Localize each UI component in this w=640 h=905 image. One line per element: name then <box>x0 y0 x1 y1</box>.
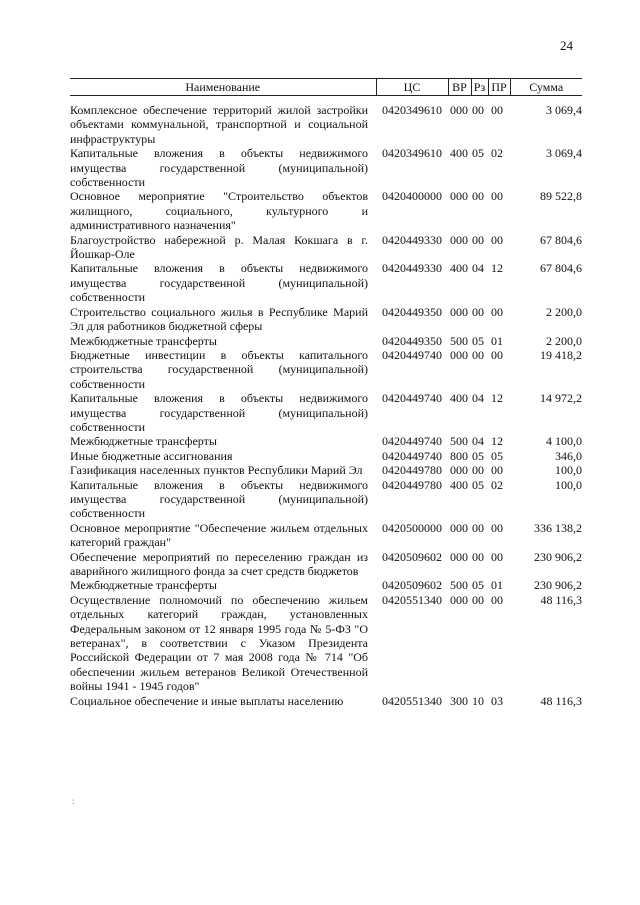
row-name: Осуществление полномочий по обеспечению жильем отдельных категорий граждан, установленных Федеральным законом от 12 января 1995 года № 5-ФЗ "О ветеранах", в соответствии с Указом Президента Российской Федерации от 7 мая 2008 года № 714 "Об обеспечении жильем ветеранов Великой Отечественной войны 1941 - 1945 годов" <box>70 592 368 694</box>
row-cs: 0420449330 <box>382 261 442 276</box>
row-pr: 12 <box>491 391 503 406</box>
row-vr: 000 <box>450 304 468 319</box>
header-pr: ПР <box>488 79 510 96</box>
row-name: Комплексное обеспечение территорий жилой застройки объектами коммунальной, транспортной и социальной инфраструктуры <box>70 103 368 146</box>
row-rz: 05 <box>472 578 484 593</box>
row-sum: 336 138,2 <box>534 520 582 535</box>
row-pr: 02 <box>491 477 503 492</box>
row-cs: 0420400000 <box>382 189 442 204</box>
table-row <box>70 233 582 262</box>
row-rz: 05 <box>472 448 484 463</box>
row-vr: 400 <box>450 391 468 406</box>
row-pr: 00 <box>491 103 503 117</box>
row-cs: 0420449780 <box>382 463 442 478</box>
row-cs: 0420509602 <box>382 578 442 593</box>
row-pr: 00 <box>491 189 503 204</box>
row-cs: 0420449330 <box>382 232 442 247</box>
row-name: Капитальные вложения в объекты недвижимого имущества государственной (муниципальной) собственности <box>70 391 368 434</box>
row-pr: 00 <box>491 463 503 478</box>
row-name: Основное мероприятие "Обеспечение жильем отдельных категорий граждан" <box>70 520 368 550</box>
row-cs: 0420449740 <box>382 347 442 362</box>
row-rz: 10 <box>472 693 484 708</box>
row-sum: 346,0 <box>555 448 582 463</box>
row-rz: 04 <box>472 391 484 406</box>
row-vr: 500 <box>450 434 468 449</box>
row-name: Основное мероприятие "Строительство объектов жилищного, социального, культурного и административного назначения" <box>70 189 368 233</box>
row-pr: 00 <box>491 232 503 247</box>
row-rz: 00 <box>472 520 484 535</box>
row-sum: 19 418,2 <box>540 347 582 362</box>
row-sum: 230 906,2 <box>534 578 582 593</box>
table-row <box>70 391 582 434</box>
row-pr: 02 <box>491 146 503 161</box>
row-sum: 100,0 <box>555 477 582 492</box>
row-rz: 05 <box>472 333 484 348</box>
row-name: Межбюджетные трансферты <box>70 434 217 449</box>
row-rz: 05 <box>472 477 484 492</box>
row-vr: 000 <box>450 189 468 204</box>
budget-table <box>70 78 582 708</box>
row-sum: 67 804,6 <box>540 232 582 247</box>
row-rz: 00 <box>472 103 484 117</box>
row-name: Межбюджетные трансферты <box>70 333 217 348</box>
row-cs: 0420349610 <box>382 146 442 161</box>
row-vr: 400 <box>450 477 468 492</box>
row-vr: 000 <box>450 347 468 362</box>
row-name: Бюджетные инвестиции в объекты капитального строительства государственной (муниципальной) собственности <box>70 347 368 391</box>
table-row <box>70 463 582 477</box>
row-name: Капитальные вложения в объекты недвижимого имущества государственной (муниципальной) собственности <box>70 477 368 521</box>
row-pr: 00 <box>491 304 503 319</box>
table-row <box>70 694 582 708</box>
row-sum: 48 116,3 <box>540 592 582 607</box>
row-vr: 000 <box>450 232 468 247</box>
row-sum: 230 906,2 <box>534 549 582 564</box>
row-pr: 03 <box>491 693 503 708</box>
table-row <box>70 593 582 694</box>
row-sum: 4 100,0 <box>546 434 582 449</box>
row-name: Благоустройство набережной р. Малая Кокшага в г. Йошкар-Оле <box>70 232 368 262</box>
row-rz: 00 <box>472 549 484 564</box>
table-row <box>70 578 582 592</box>
table-row <box>70 434 582 448</box>
table-row <box>70 348 582 391</box>
row-vr: 000 <box>450 549 468 564</box>
row-name: Строительство социального жилья в Республике Марий Эл для работников бюджетной сферы <box>70 304 368 334</box>
table-header-row <box>70 79 582 96</box>
table-row <box>70 305 582 334</box>
table-row <box>70 521 582 550</box>
row-cs: 0420551340 <box>382 693 442 708</box>
row-cs: 0420509602 <box>382 549 442 564</box>
table-row <box>70 449 582 463</box>
row-rz: 00 <box>472 463 484 478</box>
row-cs: 0420449350 <box>382 304 442 319</box>
row-cs: 0420449350 <box>382 333 442 348</box>
row-rz: 00 <box>472 304 484 319</box>
row-vr: 000 <box>450 103 468 117</box>
table-row <box>70 189 582 232</box>
row-sum: 67 804,6 <box>540 261 582 276</box>
row-pr: 00 <box>491 592 503 607</box>
row-cs: 0420449780 <box>382 477 442 492</box>
table-body <box>70 96 582 709</box>
row-pr: 05 <box>491 448 503 463</box>
row-vr: 500 <box>450 333 468 348</box>
row-sum: 100,0 <box>555 463 582 478</box>
stray-mark: : <box>72 796 75 806</box>
row-sum: 3 069,4 <box>546 146 582 161</box>
table-row <box>70 550 582 579</box>
row-vr: 000 <box>450 520 468 535</box>
row-sum: 48 116,3 <box>540 693 582 708</box>
header-cs: ЦС <box>376 79 448 96</box>
row-pr: 00 <box>491 520 503 535</box>
row-vr: 500 <box>450 578 468 593</box>
table-row <box>70 96 582 147</box>
row-rz: 00 <box>472 347 484 362</box>
row-sum: 3 069,4 <box>546 103 582 117</box>
row-name: Межбюджетные трансферты <box>70 578 217 593</box>
header-name: Наименование <box>70 79 376 96</box>
table-row <box>70 334 582 348</box>
row-pr: 01 <box>491 578 503 593</box>
row-pr: 12 <box>491 261 503 276</box>
row-cs: 0420449740 <box>382 434 442 449</box>
row-vr: 400 <box>450 146 468 161</box>
header-sum: Сумма <box>510 79 582 96</box>
row-sum: 14 972,2 <box>540 391 582 406</box>
row-rz: 04 <box>472 434 484 449</box>
row-name: Иные бюджетные ассигнования <box>70 448 233 463</box>
table-row <box>70 478 582 521</box>
row-cs: 0420551340 <box>382 592 442 607</box>
row-name: Капитальные вложения в объекты недвижимого имущества государственной (муниципальной) собственности <box>70 261 368 305</box>
row-rz: 00 <box>472 232 484 247</box>
row-cs: 0420500000 <box>382 520 442 535</box>
row-cs: 0420349610 <box>382 103 442 117</box>
row-name: Социальное обеспечение и иные выплаты населению <box>70 693 344 708</box>
row-rz: 04 <box>472 261 484 276</box>
row-vr: 000 <box>450 463 468 478</box>
row-name: Обеспечение мероприятий по переселению граждан из аварийного жилищного фонда за счет средств бюджетов <box>70 549 368 578</box>
row-pr: 00 <box>491 549 503 564</box>
table-row <box>70 261 582 304</box>
row-name: Газификация населенных пунктов Республики Марий Эл <box>70 463 363 478</box>
header-vr: ВР <box>448 79 471 96</box>
row-vr: 300 <box>450 693 468 708</box>
row-rz: 05 <box>472 146 484 161</box>
row-vr: 800 <box>450 448 468 463</box>
row-rz: 00 <box>472 189 484 204</box>
row-cs: 0420449740 <box>382 391 442 406</box>
row-sum: 2 200,0 <box>546 304 582 319</box>
row-pr: 12 <box>491 434 503 449</box>
row-vr: 400 <box>450 261 468 276</box>
row-sum: 89 522,8 <box>540 189 582 204</box>
row-vr: 000 <box>450 592 468 607</box>
row-cs: 0420449740 <box>382 448 442 463</box>
header-rz: Рз <box>471 79 488 96</box>
row-pr: 01 <box>491 333 503 348</box>
row-sum: 2 200,0 <box>546 333 582 348</box>
row-rz: 00 <box>472 592 484 607</box>
row-pr: 00 <box>491 347 503 362</box>
table-row <box>70 146 582 189</box>
page-number: 24 <box>560 38 573 53</box>
row-name: Капитальные вложения в объекты недвижимого имущества государственной (муниципальной) собственности <box>70 146 368 190</box>
